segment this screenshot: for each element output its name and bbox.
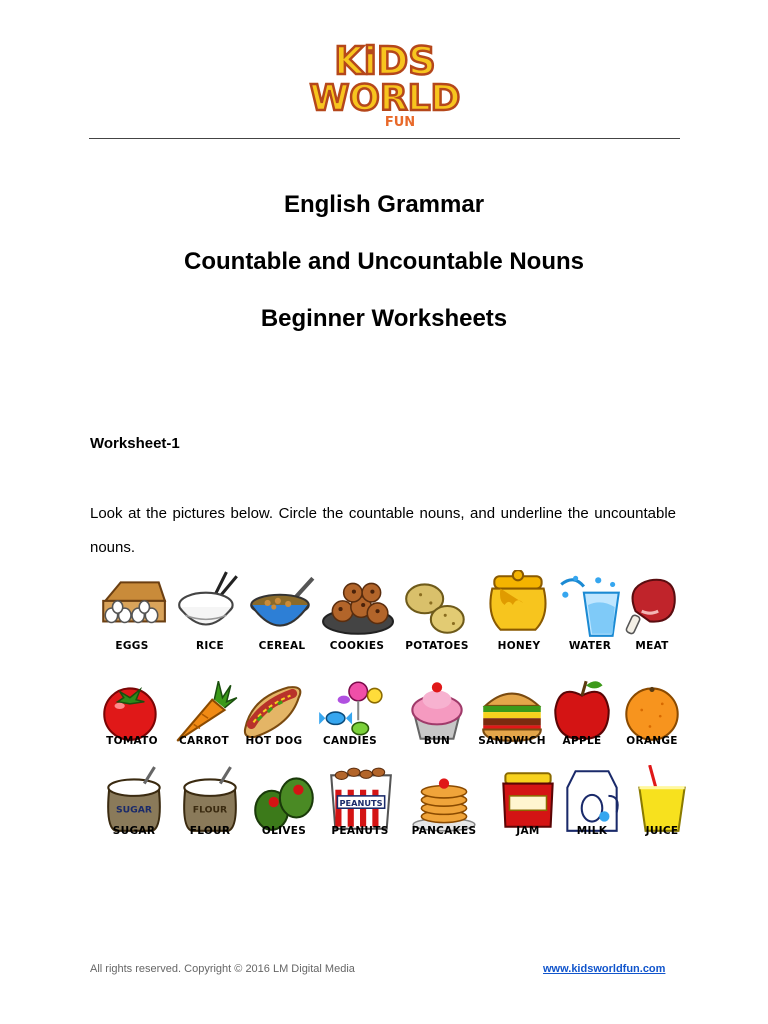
title-line-3: Beginner Worksheets <box>260 305 508 332</box>
logo-line3: FUN <box>384 115 416 130</box>
food-item-eggs <box>95 570 169 658</box>
rice-bowl-icon <box>173 570 247 640</box>
food-item-peanuts <box>323 765 397 853</box>
eggs-carton-icon <box>95 570 169 640</box>
food-item-olives <box>247 765 321 853</box>
food-item-label: RICE <box>195 640 225 652</box>
food-item-label: WATER <box>568 640 612 652</box>
food-item-juice <box>625 765 699 853</box>
food-item-label: COOKIES <box>329 640 385 652</box>
food-item-label: JAM <box>516 825 540 837</box>
food-item-label: MEAT <box>635 640 669 652</box>
worksheet-instructions: Look at the pictures below. Circle the countable nouns, and underline the uncountable nouns. <box>90 505 676 556</box>
food-item-tomato <box>95 675 169 763</box>
food-item-label: CARROT <box>179 735 229 747</box>
food-item-sugar <box>97 765 171 853</box>
cereal-bowl-icon <box>245 570 319 640</box>
food-item-label: FLOUR <box>189 825 231 837</box>
footer-link[interactable]: www.kidsworldfun.com <box>543 963 666 975</box>
svg-text:PEANUTS: PEANUTS <box>339 798 383 809</box>
food-item-cereal <box>245 570 319 658</box>
food-item-meat <box>615 570 689 658</box>
food-item-label: CANDIES <box>322 735 378 747</box>
food-item-label: POTATOES <box>405 640 469 652</box>
food-item-flour <box>173 765 247 853</box>
svg-text:FLOUR: FLOUR <box>192 804 228 816</box>
food-item-sandwich <box>475 675 549 763</box>
food-picture-grid <box>95 570 679 870</box>
food-item-label: HONEY <box>497 640 541 652</box>
title-line-2: Countable and Uncountable Nouns <box>184 248 584 275</box>
footer-copyright: All rights reserved. Copyright © 2016 LM Digital Media <box>90 963 355 975</box>
food-item-label: HOT DOG <box>245 735 303 747</box>
cookies-plate-icon <box>320 570 394 640</box>
food-item-label: EGGS <box>115 640 149 652</box>
food-item-milk <box>555 765 629 853</box>
logo-line2: WORLD <box>309 78 461 119</box>
food-item-carrot <box>167 675 241 763</box>
food-item-cookies <box>320 570 394 658</box>
food-item-label: ORANGE <box>626 735 678 747</box>
food-item-potatoes <box>400 570 474 658</box>
title-line-1: English Grammar <box>283 191 485 218</box>
food-item-label: SANDWICH <box>478 735 546 747</box>
food-item-jam <box>491 765 565 853</box>
food-item-label: MILK <box>576 825 608 837</box>
meat-leg-icon <box>615 570 689 640</box>
food-item-label: SUGAR <box>112 825 156 837</box>
food-item-label: JUICE <box>645 825 679 837</box>
worksheet-label: Worksheet-1 <box>90 435 180 452</box>
food-item-label: OLIVES <box>261 825 307 837</box>
food-item-candies <box>313 675 387 763</box>
food-item-label: APPLE <box>562 735 602 747</box>
svg-text:SUGAR: SUGAR <box>115 804 153 816</box>
kids-world-fun-logo <box>300 38 470 130</box>
food-item-apple <box>545 675 619 763</box>
header-divider <box>89 138 680 139</box>
food-item-label: PEANUTS <box>331 825 389 837</box>
food-item-label: TOMATO <box>106 735 158 747</box>
food-item-orange <box>615 675 689 763</box>
logo-line1: KiDS <box>334 39 436 83</box>
potatoes-icon <box>400 570 474 640</box>
food-item-label: BUN <box>423 735 451 747</box>
title-block <box>0 190 768 361</box>
food-item-label: CEREAL <box>258 640 306 652</box>
food-item-bun <box>400 675 474 763</box>
honey-pot-icon <box>482 570 556 640</box>
food-item-hot-dog <box>237 675 311 763</box>
food-item-pancakes <box>407 765 481 853</box>
food-item-label: PANCAKES <box>411 825 477 837</box>
